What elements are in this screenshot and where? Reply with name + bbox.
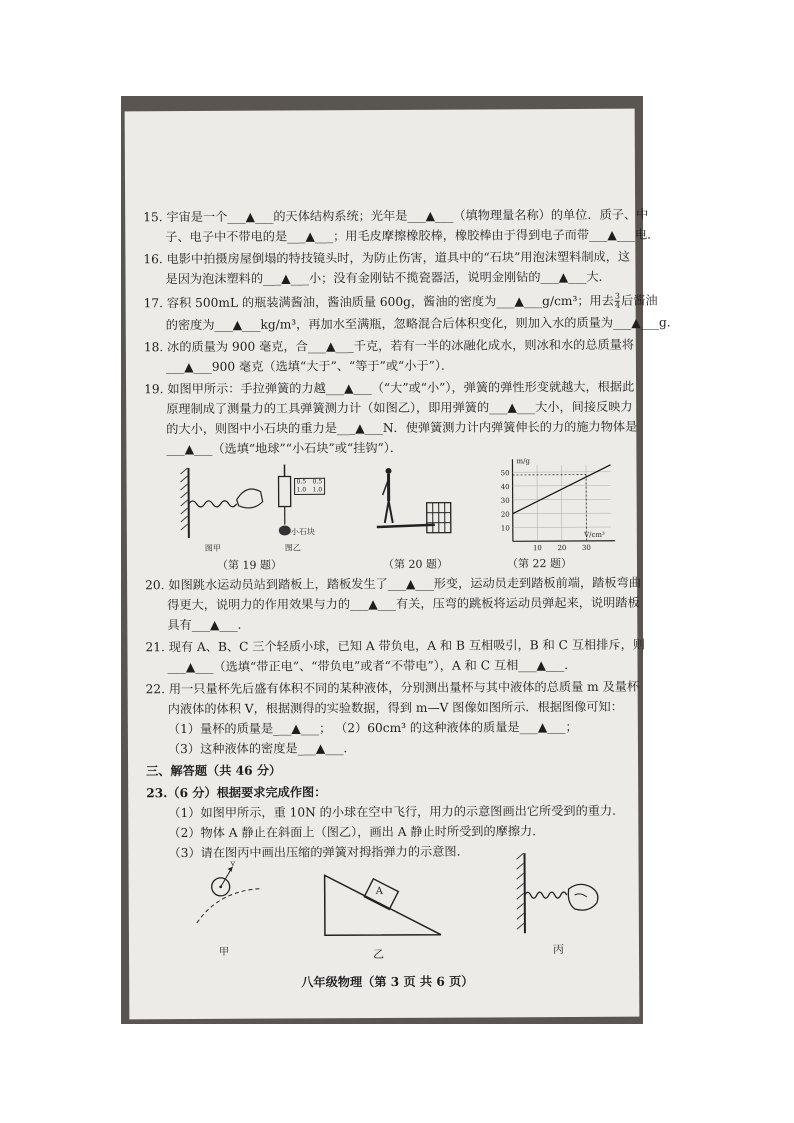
q20-line1: 20. 如图跳水运动员站到踏板上，踏板发生了___▲___形变，运动员走到踏板前端，踏板弯曲 [145,575,641,593]
q23-line1: 23.（6 分）根据要求完成作图： [146,785,327,801]
exam-paper [125,109,680,1020]
x-tick-label: 10 [532,544,542,553]
y-tick-label: 30 [500,496,510,505]
q23-line3: （2）物体 A 静止在斜面上（图乙），画出 A 静止时所受到的摩擦力． [168,824,545,841]
fig22-mv-graph [490,455,621,556]
velocity-label: v [230,858,236,868]
q18-line1: 18. 冰的质量为 900 毫克，合___▲___千克，若有一半的冰融化成水，则冰和水的总质量将 [143,337,635,355]
fig19-yi-label: 图乙 [284,543,301,553]
q21-line1: 21. 现有 A、B、C 三个轻质小球，已知 A 带负电，A 和 B 互相吸引，B 和 C 互相排斥，则 [145,637,646,655]
q21-line2: ___▲___（选填“带正电”、“带负电”或者“不带电”），A 和 C 互相___▲___． [167,657,577,675]
section3-heading: 三、解答题（共 46 分） [146,763,282,779]
q17-line1b: 后酱油 [620,293,658,308]
q23-fig-bing-spring-thumb [510,849,610,940]
page-footer: 八年级物理（第 3 页 共 6 页） [301,974,474,990]
block-a-label: A [375,885,383,898]
q19-line4: ___▲___（选填“地球”“小石块”或“挂钩”）． [166,440,403,457]
scale-label-2: 1.0 [296,486,307,494]
fraction-denominator: 4 [614,300,621,310]
scale-label-3: 0.5 [312,478,323,486]
caption-q19: （第 19 题） [216,558,283,572]
q22-line4: （3）这种液体的密度是___▲___． [167,741,356,757]
q18-line2: ___▲___900 毫克（选填“大于”、“等于”或“小于”）． [165,358,454,375]
q19-line1: 19. 如图甲所示：手拉弹簧的力越___▲___（“大”或“小”），弹簧的弹性形变就越大，根据此 [144,379,635,397]
q22-line3: （1）量杯的质量是___▲___； （2）60cm³ 的这种液体的质量是___▲___； [167,719,578,737]
q16-line1: 16. 电影中拍摄房屋倒塌的特技镜头时，为防止伤害，道具中的“石块”用泡沫塑料制成，这 [143,249,631,267]
q16-line2: 是因为泡沫塑料的___▲___小；没有金刚钻不揽瓷器活，说明金刚钻的___▲___大． [165,269,611,287]
fig19-spring-hand [176,466,266,546]
scale-label-4: 1.0 [312,486,323,494]
y-tick-label: 10 [500,524,510,533]
q17-fraction [615,293,620,310]
x-axis-label: V/cm³ [584,530,605,539]
q22-line1: 22. 用一只量杯先后盛有体积不同的某种液体，分别测出量杯与其中液体的总质量 m 及量杯 [145,679,640,697]
q20-line3: 具有___▲___． [167,617,250,633]
q23-fig-yi-incline [319,865,449,941]
caption-q22: （第 22 题） [506,557,573,571]
fig20-diver [374,465,456,545]
q19-line3: 的大小，则图中小石块的重力是___▲___N．使弹簧测力计内弹簧伸长的力的施力物体是 [166,419,638,437]
q17-line2: 的密度为___▲___kg/m³，再加水至满瓶，忽略混合后体积变化，则加入水的质量为___▲___g． [165,315,680,333]
x-axis [513,541,615,542]
q22-line2: 内液体的体积 V，根据测得的实验数据，得到 m—V 图像如图所示．根据图像可知： [167,699,623,717]
q15-line2: 子、电子中不带电的是___▲___；用毛皮摩擦橡胶棒，橡胶棒由于得到电子而带___▲___电． [165,227,660,245]
q17-line1a: 17. 容积 500mL 的瓶装满酱油，酱油质量 600g，酱油的密度为___▲___g/cm³；用去 [143,293,614,311]
q23-fig-yi-label: 乙 [373,947,385,962]
photo-background [121,96,680,1024]
q19-line2: 原理制成了测量力的工具弹簧测力计（如图乙），即用弹簧的___▲___大小，间接反映力 [166,399,633,417]
q23-fig-jia-label: 甲 [219,946,230,958]
fraction-numerator: 3 [614,291,620,301]
q15-line1: 15. 宇宙是一个___▲___的天体结构系统；光年是___▲___（填物理量名称）的单位．质子、中 [143,207,649,225]
y-tick-label: 40 [500,483,510,492]
fig19-jia-label: 图甲 [204,543,221,553]
x-tick-label: 30 [581,543,591,552]
q23-fig-jia-ball [189,858,279,931]
q23-line2: （1）如图甲所示，重 10N 的小球在空中飞行，用力的示意图画出它所受到的重力． [168,803,625,821]
q17-line1 [144,293,658,313]
y-tick-label: 50 [500,469,510,478]
y-tick-label: 20 [500,510,510,519]
y-axis-label: m/g [516,457,530,466]
x-tick-label: 20 [557,544,567,553]
q20-line2: 得更大，说明力的作用效果与力的___▲___有关，压弯的跳板将运动员弹起来，说明踏板 [167,595,640,613]
scale-label-1: 0.5 [296,478,307,486]
q23-fig-bing-label: 丙 [552,943,565,957]
caption-q20: （第 20 题） [382,557,449,571]
q23-line4: （3）请在图丙中画出压缩的弹簧对拇指弹力的示意图． [168,844,469,861]
stone-label: 小石块 [290,527,315,537]
